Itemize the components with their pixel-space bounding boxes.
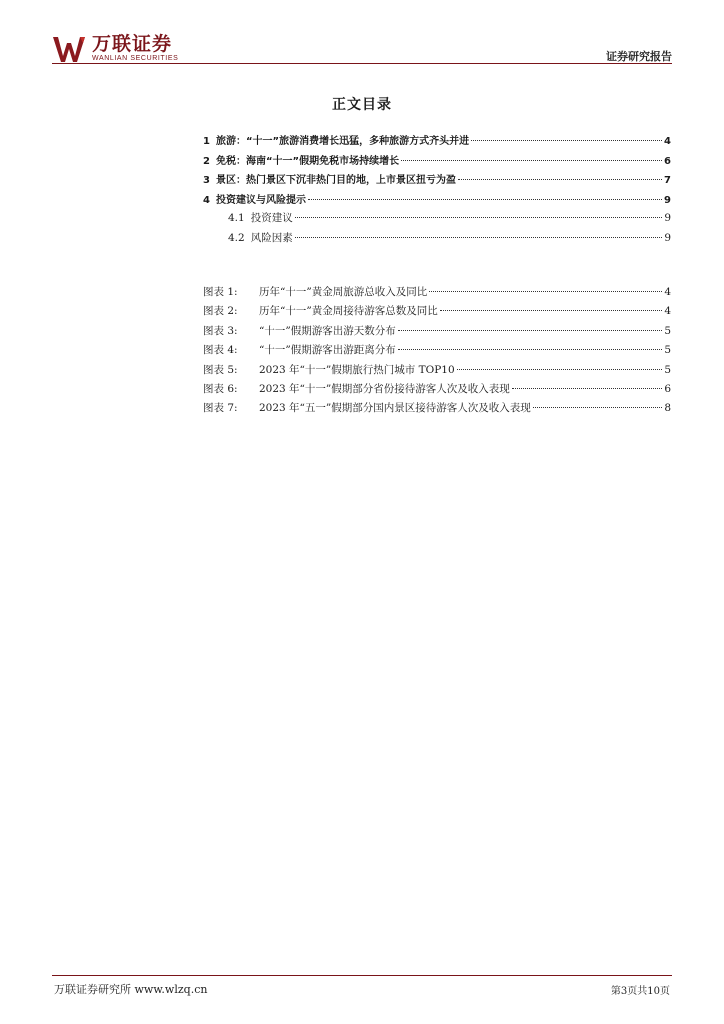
figure-entry[interactable]	[203, 400, 671, 419]
toc-title: 免税：海南“十一”假期免税市场持续增长	[215, 155, 400, 167]
figure-leader	[457, 368, 663, 370]
figure-entry[interactable]	[203, 303, 671, 322]
figure-entry[interactable]	[203, 342, 671, 361]
figure-entry[interactable]	[203, 284, 671, 303]
toc-page-number: 9	[664, 194, 671, 206]
figure-title: 2023 年“十一”假期部分省份接待游客人次及收入表现	[259, 382, 510, 395]
logo-english-name: WANLIAN SECURITIES	[92, 55, 179, 62]
figure-page-number: 5	[664, 363, 671, 376]
toc-number: 1	[203, 136, 210, 147]
table-of-contents	[203, 132, 671, 250]
figure-entry[interactable]	[203, 381, 671, 400]
toc-title: 投资建议	[250, 212, 293, 225]
toc-leader	[295, 216, 663, 218]
figure-label: 图表 7:	[203, 402, 238, 415]
toc-leader	[458, 178, 662, 180]
figure-page-number: 4	[664, 286, 671, 298]
figure-title: “十一”假期游客出游天数分布	[259, 324, 396, 337]
figure-page-number: 5	[664, 344, 671, 357]
toc-page-number: 7	[664, 175, 671, 187]
toc-page-number: 9	[664, 212, 671, 225]
toc-page-number: 4	[664, 136, 671, 147]
footer-source: 万联证券研究所 www.wlzq.cn	[54, 983, 208, 996]
figure-leader	[533, 406, 663, 408]
toc-subentry[interactable]	[203, 210, 671, 230]
toc-leader	[401, 159, 662, 161]
toc-entry[interactable]	[203, 191, 671, 211]
page-title: 正文目录	[332, 97, 392, 113]
figure-title: 2023 年“五一”假期部分国内景区接待游客人次及收入表现	[259, 402, 531, 415]
figure-page-number: 4	[664, 305, 671, 318]
figure-title: 2023 年“十一”假期旅行热门城市 TOP10	[259, 363, 455, 376]
toc-number: 4	[203, 194, 210, 206]
toc-title: 投资建议与风险提示	[215, 194, 306, 206]
toc-title: 风险因素	[250, 231, 293, 244]
toc-entry[interactable]	[203, 152, 671, 172]
toc-number: 4.2	[228, 231, 245, 244]
toc-page-number: 9	[664, 231, 671, 244]
figure-title: “十一”假期游客出游距离分布	[259, 344, 396, 357]
figure-label: 图表 4:	[203, 344, 238, 357]
toc-entry[interactable]	[203, 132, 671, 152]
figure-page-number: 6	[664, 382, 671, 395]
figure-leader	[512, 387, 663, 389]
footer-page-indicator: 第3页共10页	[610, 986, 670, 997]
toc-number: 2	[203, 155, 210, 167]
figure-entry[interactable]	[203, 323, 671, 342]
toc-entry[interactable]	[203, 171, 671, 191]
figure-label: 图表 2:	[203, 305, 238, 318]
figure-label: 图表 3:	[203, 324, 238, 337]
wanlian-logo-icon	[52, 34, 88, 64]
figure-page-number: 8	[664, 402, 671, 415]
toc-number: 3	[203, 175, 210, 187]
figure-leader	[429, 290, 662, 292]
figure-title: 历年“十一”黄金周旅游总收入及同比	[259, 286, 428, 298]
toc-subentry[interactable]	[203, 230, 671, 250]
page-header	[52, 34, 672, 64]
figure-title: 历年“十一”黄金周接待游客总数及同比	[259, 305, 438, 318]
footer-divider	[52, 975, 672, 976]
figure-label: 图表 5:	[203, 363, 238, 376]
toc-leader	[308, 198, 662, 200]
header-divider	[52, 63, 672, 64]
figure-page-number: 5	[664, 324, 671, 337]
figure-leader	[398, 329, 663, 331]
toc-title: 景区：热门景区下沉非热门目的地，上市景区扭亏为盈	[215, 175, 456, 187]
toc-title: 旅游：“十一”旅游消费增长迅猛，多种旅游方式齐头并进	[215, 136, 470, 147]
figure-label: 图表 6:	[203, 382, 238, 395]
figure-leader	[440, 309, 663, 311]
figure-index	[203, 284, 671, 420]
toc-page-number: 6	[664, 155, 671, 167]
logo-chinese-name: 万联证券	[92, 33, 173, 55]
report-type-label: 证券研究报告	[606, 50, 672, 63]
toc-number: 4.1	[228, 212, 245, 225]
figure-leader	[398, 348, 663, 350]
toc-leader	[295, 236, 663, 238]
figure-label: 图表 1:	[203, 286, 238, 298]
figure-entry[interactable]	[203, 362, 671, 381]
toc-leader	[471, 139, 662, 141]
company-logo	[52, 34, 178, 64]
